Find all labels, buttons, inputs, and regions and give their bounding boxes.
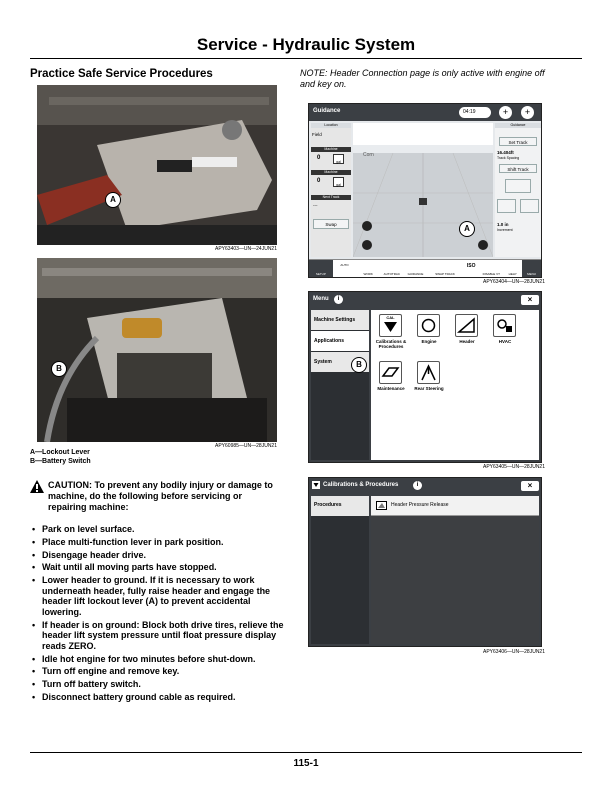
shift-right-button[interactable]: [520, 199, 539, 213]
tile-label: HVAC: [498, 339, 512, 344]
list-item: • Disengage header drive.: [30, 550, 284, 561]
photo-battery-switch: [37, 258, 277, 442]
shift-left-button[interactable]: [497, 199, 516, 213]
work-button[interactable]: WORK: [363, 272, 373, 276]
left-panel: [311, 123, 351, 257]
list-item: • Wait until all moving parts have stopped.: [30, 562, 284, 573]
location-label: Location: [311, 123, 351, 128]
list-item: • Disconnect battery ground cable as required.: [30, 692, 284, 703]
info-icon[interactable]: i: [413, 481, 422, 490]
menu-screen: [308, 291, 542, 463]
machine-label: Machine: [311, 147, 351, 152]
calibrations-title: Calibrations & Procedures: [323, 482, 399, 488]
list-item: • Lower header to ground. If it is necessary to work underneath header, fully raise header and engage the header lift lockout lever (A) to prevent accidental lowering.: [30, 575, 284, 617]
list-item: • If header is on ground: Block both drive tires, relieve the header lift system pressure until float pressure display reads ZERO.: [30, 620, 284, 652]
list-item: • Turn off battery switch.: [30, 679, 284, 690]
note-text: NOTE: Header Connection page is only active with engine off and key on.: [300, 68, 545, 89]
calibrations-tile[interactable]: [379, 314, 402, 337]
guidance-button[interactable]: GUIDANCE: [407, 272, 424, 276]
machine-value: 0: [317, 155, 321, 161]
procedures-tabs: [311, 496, 369, 644]
swap-label: Swap: [325, 222, 337, 227]
warning-triangle-icon: [30, 480, 44, 493]
iso-label: ISO: [466, 263, 476, 269]
increment-label: Increment: [497, 228, 513, 232]
tile-label: Maintenance: [377, 386, 405, 391]
tile-label: Calibrations & Procedures: [375, 339, 407, 349]
caution-text: CAUTION: To prevent any bodily injury or damage to machine, do the following before servicing or repairing machine:: [48, 480, 273, 512]
autotrac-button[interactable]: AUTOTRAC: [383, 272, 401, 276]
guidance-screen: [308, 103, 542, 278]
footer-rule: [30, 752, 582, 753]
map-view[interactable]: [353, 123, 493, 257]
clock-badge: [459, 107, 491, 118]
maintenance-icon: [380, 362, 401, 383]
engine-icon: [418, 315, 439, 336]
unit-label: gal: [336, 183, 341, 187]
maintenance-tile[interactable]: [379, 361, 402, 384]
menu-title: Menu: [313, 296, 329, 302]
cal-arrow-icon: [312, 481, 320, 489]
map-label: Corn: [363, 152, 374, 158]
calibrations-screen: [308, 477, 542, 647]
track-spacing-value: 16.404ft: [497, 150, 514, 155]
section-heading: Practice Safe Service Procedures: [30, 68, 213, 80]
add-button[interactable]: +: [499, 106, 512, 119]
callout-b: B: [51, 361, 67, 377]
callout-b-screen: B: [351, 357, 367, 373]
rear-steering-icon: [418, 362, 439, 383]
tile-label: Header: [459, 339, 475, 344]
guidance-header: [309, 104, 541, 121]
header-pressure-release-label: Header Pressure Release: [391, 502, 449, 508]
legend-a: A—Lockout Lever: [30, 449, 90, 456]
fuel-icon-2: [333, 177, 344, 187]
unit-label: gal: [336, 160, 341, 164]
screen2-caption: APY63405—UN—28JUN21: [483, 464, 545, 470]
add-button-2[interactable]: +: [521, 106, 534, 119]
tab-system[interactable]: System: [311, 352, 369, 372]
tab-applications[interactable]: Applications: [311, 331, 369, 351]
title-rule: [30, 58, 582, 59]
guidance-label: Guidance: [495, 123, 541, 128]
right-panel: [495, 123, 541, 257]
legend-b: B—Battery Switch: [30, 458, 91, 465]
machine2-value: 0: [317, 178, 321, 184]
step-list: [30, 524, 284, 705]
setup-button[interactable]: SETUP: [309, 260, 333, 277]
photo-lockout-lever: [37, 85, 277, 245]
tab-procedures[interactable]: Procedures: [311, 496, 369, 516]
menu-tabs: [311, 310, 369, 460]
shift-track-button[interactable]: Shift Track: [499, 164, 537, 173]
shift-center-button[interactable]: [505, 179, 531, 193]
increment-value: 1.0 in: [497, 222, 509, 227]
next-track-value: ---: [313, 203, 318, 208]
screen3-caption: APY63406—UN—28JUN21: [483, 649, 545, 655]
set-track-button[interactable]: Set Track: [499, 137, 537, 146]
list-item: • Place multi-function lever in park position.: [30, 537, 284, 548]
battery-switch-illustration: [37, 258, 277, 442]
list-item: • Idle hot engine for two minutes before shut-down.: [30, 654, 284, 665]
cal-label: CAL: [386, 315, 395, 320]
callout-a-screen: A: [459, 221, 475, 237]
next-track-label: Next Track: [311, 195, 351, 200]
hvac-icon: [494, 315, 515, 336]
rear-steering-tile[interactable]: [417, 361, 440, 384]
tile-label: Engine: [421, 339, 437, 344]
swap-button[interactable]: [313, 219, 349, 229]
pressure-release-icon: [376, 501, 387, 510]
close-button[interactable]: ×: [521, 481, 539, 491]
help-button[interactable]: HELP: [508, 272, 517, 276]
hvac-tile[interactable]: [493, 314, 516, 337]
info-icon[interactable]: i: [334, 295, 343, 304]
photo2-caption: APY60985—UN—28JUN21: [215, 443, 277, 449]
machine2-label: Machine: [311, 170, 351, 175]
bottom-toolbar: [309, 259, 541, 277]
header-tile[interactable]: [455, 314, 478, 337]
map-grid: [353, 123, 493, 257]
location-value: Field: [312, 132, 322, 137]
auto-button[interactable]: AUTO: [340, 263, 349, 267]
list-item[interactable]: [371, 496, 539, 516]
tab-machine-settings[interactable]: Machine Settings: [311, 310, 369, 330]
fuel-icon: [333, 154, 344, 164]
cal-arrow-icon: [380, 320, 401, 334]
menu-content: [371, 310, 539, 460]
photo1-caption: APY63403—UN—24JUN21: [215, 246, 277, 252]
page-number: 115-1: [293, 758, 319, 769]
lockout-lever-illustration: [37, 85, 277, 245]
caution-block: [30, 480, 280, 513]
procedures-content: [371, 496, 539, 644]
guidance-title: Guidance: [313, 108, 341, 114]
screen1-caption: APY63404—UN—28JUN21: [483, 279, 545, 285]
swap-track-button[interactable]: SWAP TRACK: [435, 272, 455, 276]
list-item: • Turn off engine and remove key.: [30, 666, 284, 677]
list-item: • Park on level surface.: [30, 524, 284, 535]
disable-vt-button[interactable]: DISABLE VT: [482, 272, 500, 276]
menu-button[interactable]: MENU: [522, 260, 541, 277]
page-title: Service - Hydraulic System: [196, 35, 416, 54]
track-spacing-label: Track Spacing: [497, 156, 520, 160]
figure-legend: [30, 448, 91, 466]
engine-tile[interactable]: [417, 314, 440, 337]
header-icon: [456, 315, 477, 336]
callout-a: A: [105, 192, 121, 208]
clock-text: 04:19: [463, 109, 476, 115]
close-button[interactable]: ×: [521, 295, 539, 305]
tile-label: Rear Steering: [414, 386, 444, 391]
